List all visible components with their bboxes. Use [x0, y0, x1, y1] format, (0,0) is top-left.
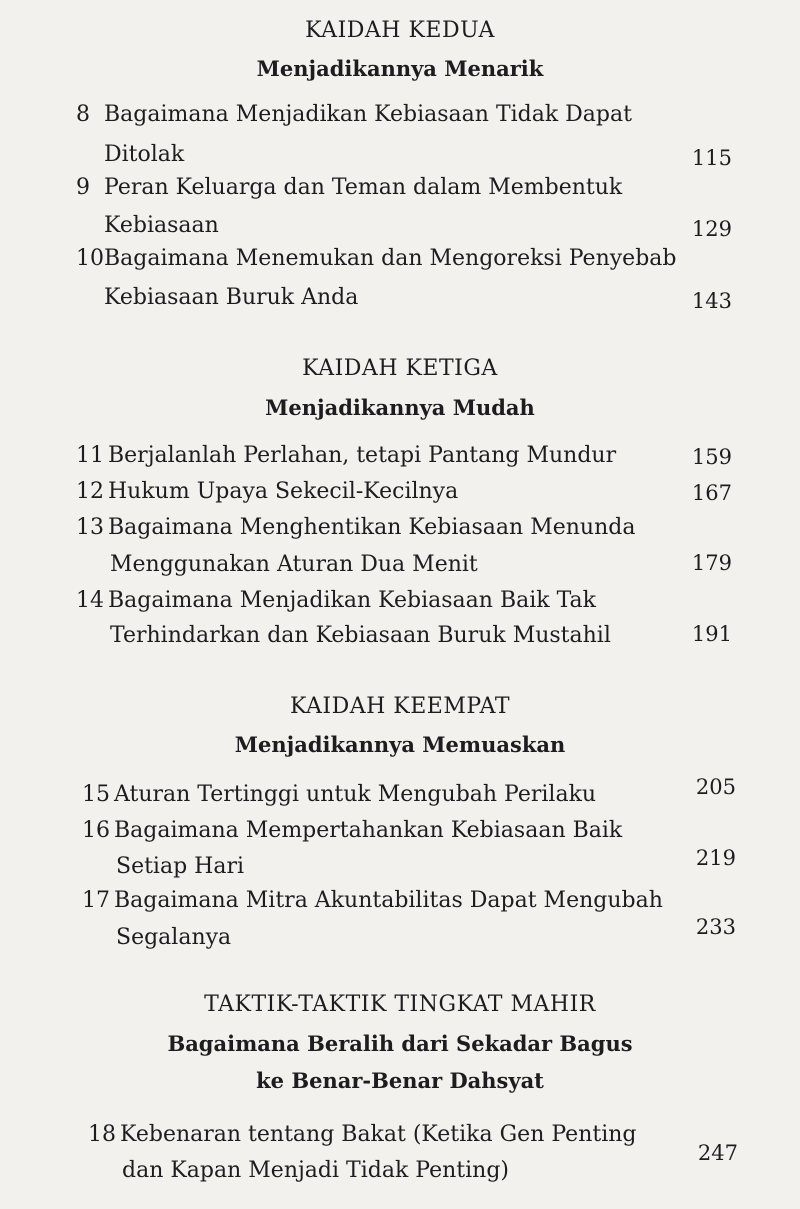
entry-9-number: 9 [76, 175, 90, 200]
entry-10-title-line2: Kebiasaan Buruk Anda [104, 285, 359, 310]
entry-9-title-line1: Peran Keluarga dan Teman dalam Membentuk [104, 175, 623, 200]
section-subtitle-taktik-line1: Bagaimana Beralih dari Sekadar Bagus [167, 1031, 633, 1056]
entry-8-number: 8 [76, 102, 90, 127]
entry-15-title-line1: Aturan Tertinggi untuk Mengubah Perilaku [114, 782, 597, 807]
entry-15-number: 15 [82, 782, 110, 807]
entry-12-number: 12 [76, 479, 104, 504]
entry-18-title-line1: Kebenaran tentang Bakat (Ketika Gen Penting [120, 1122, 637, 1147]
entry-12-page: 167 [691, 481, 732, 505]
entry-9-page: 129 [691, 217, 732, 241]
entry-16-title-line2: Setiap Hari [116, 854, 245, 879]
section-subtitle-kaidah-kedua: Menjadikannya Menarik [256, 56, 544, 81]
entry-17-title-line2: Segalanya [116, 925, 232, 950]
entry-8-title-line2: Ditolak [104, 142, 185, 167]
entry-13-title-line1: Bagaimana Menghentikan Kebiasaan Menunda [108, 515, 636, 540]
entry-14-title-line1: Bagaimana Menjadikan Kebiasaan Baik Tak [108, 588, 596, 613]
section-title-kaidah-ketiga: KAIDAH KETIGA [302, 356, 498, 381]
entry-10-number: 10 [76, 246, 104, 271]
entry-16-number: 16 [82, 818, 110, 843]
entry-8-page: 115 [691, 146, 732, 170]
section-title-kaidah-keempat: KAIDAH KEEMPAT [289, 694, 511, 719]
entry-18-number: 18 [88, 1122, 116, 1147]
entry-10-title-line1: Bagaimana Menemukan dan Mengoreksi Penyebab [104, 246, 677, 271]
entry-14-number: 14 [76, 588, 104, 613]
section-subtitle-taktik-line2: ke Benar-Benar Dahsyat [256, 1068, 544, 1093]
entry-9-title-line2: Kebiasaan [104, 213, 219, 238]
entry-13-page: 179 [691, 551, 732, 575]
section-title-taktik-tingkat-mahir: TAKTIK-TAKTIK TINGKAT MAHIR [204, 992, 596, 1017]
entry-13-number: 13 [76, 515, 104, 540]
entry-17-title-line1: Bagaimana Mitra Akuntabilitas Dapat Mengubah [114, 888, 663, 913]
entry-16-title-line1: Bagaimana Mempertahankan Kebiasaan Baik [114, 818, 623, 843]
entry-11-title-line1: Berjalanlah Perlahan, tetapi Pantang Mundur [108, 443, 617, 468]
entry-8-title-line1: Bagaimana Menjadikan Kebiasaan Tidak Dapat [104, 102, 632, 127]
section-subtitle-kaidah-ketiga: Menjadikannya Mudah [265, 395, 535, 420]
section-title-kaidah-kedua: KAIDAH KEDUA [305, 18, 495, 43]
entry-18-title-line2: dan Kapan Menjadi Tidak Penting) [122, 1158, 509, 1183]
entry-16-page: 219 [695, 846, 736, 870]
entry-11-number: 11 [76, 443, 104, 468]
entry-18-page: 247 [697, 1141, 738, 1165]
entry-12-title-line1: Hukum Upaya Sekecil-Kecilnya [108, 479, 459, 504]
entry-17-page: 233 [695, 915, 736, 939]
section-subtitle-kaidah-keempat: Menjadikannya Memuaskan [234, 732, 566, 757]
entry-10-page: 143 [691, 289, 732, 313]
entry-15-page: 205 [695, 775, 736, 799]
entry-14-page: 191 [691, 622, 732, 646]
entry-14-title-line2: Terhindarkan dan Kebiasaan Buruk Mustahil [110, 623, 611, 648]
entry-13-title-line2: Menggunakan Aturan Dua Menit [110, 552, 478, 577]
entry-17-number: 17 [82, 888, 110, 913]
entry-11-page: 159 [691, 445, 732, 469]
